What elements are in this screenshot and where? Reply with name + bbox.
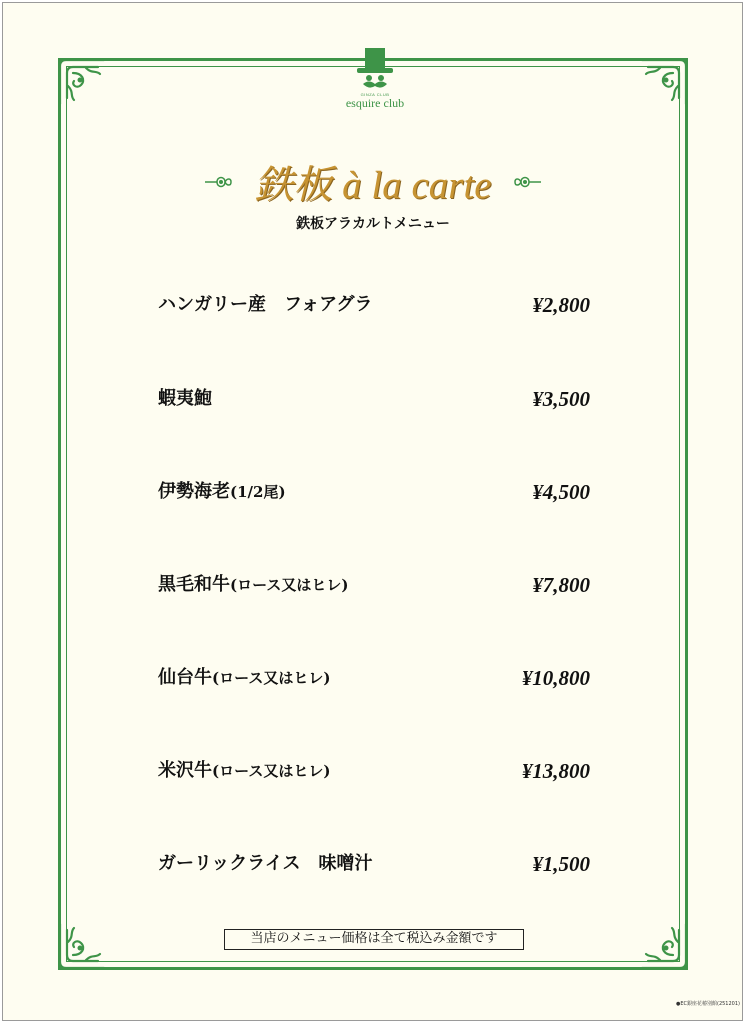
item-price: ¥4,500 — [532, 480, 590, 504]
corner-ornament-icon — [638, 56, 690, 108]
menu-item — [158, 479, 590, 505]
corner-ornament-icon — [56, 56, 108, 108]
item-price: ¥10,800 — [521, 666, 590, 690]
item-price: ¥3,500 — [532, 387, 590, 411]
menu-item — [158, 665, 590, 691]
esquire-club-logo — [340, 44, 410, 118]
item-name: ハンガリー産 フォアグラ — [158, 294, 373, 315]
item-name: 米沢牛(ロース又はヒレ) — [158, 760, 331, 781]
page-title: 鉄板 à la carte — [254, 164, 492, 207]
menu-item — [158, 386, 590, 412]
corner-ornament-icon — [638, 920, 690, 972]
logo-subtext: GINZA CLUB — [360, 92, 390, 97]
menu-item — [158, 758, 590, 784]
flourish-ornament-icon — [513, 174, 543, 190]
page-subtitle: 鉄板アラカルトメニュー — [296, 216, 450, 232]
item-name: 蝦夷鮑 — [158, 388, 212, 409]
item-name: 黒毛和牛(ロース又はヒレ) — [158, 574, 349, 595]
menu-item — [158, 572, 590, 598]
item-name: 伊勢海老(1/2尾) — [158, 481, 286, 502]
item-price: ¥13,800 — [521, 759, 590, 783]
print-code: ●EC銀座花椿別館(251201) — [675, 1001, 740, 1007]
item-price: ¥7,800 — [532, 573, 590, 597]
corner-ornament-icon — [56, 920, 108, 972]
item-price: ¥1,500 — [532, 852, 590, 876]
top-hat-mustache-icon — [355, 44, 395, 92]
item-price: ¥2,800 — [532, 293, 590, 317]
menu-item — [158, 292, 590, 318]
item-name: 仙台牛(ロース又はヒレ) — [158, 667, 331, 688]
logo-name: esquire club — [345, 96, 405, 110]
tax-included-notice: 当店のメニュー価格は全て税込み金額です — [224, 929, 524, 950]
item-name: ガーリックライス 味噌汁 — [158, 853, 373, 874]
menu-item — [158, 851, 590, 877]
